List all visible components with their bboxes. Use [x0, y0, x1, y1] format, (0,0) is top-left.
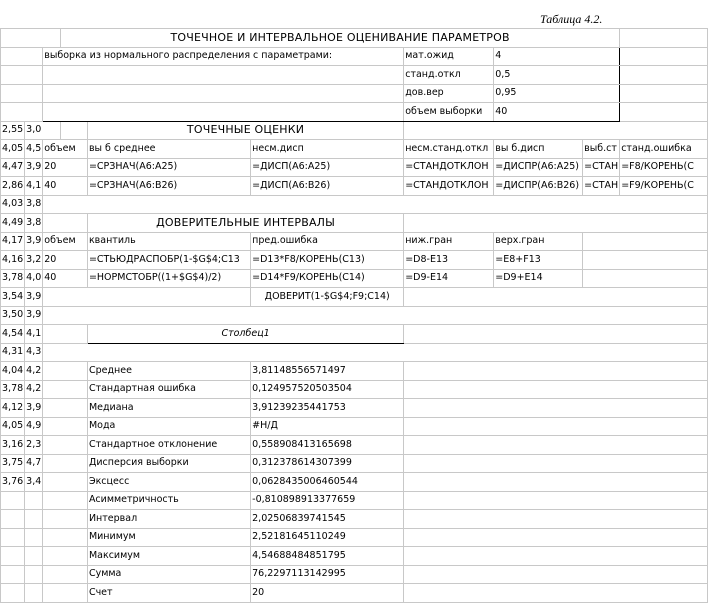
- header-cell[interactable]: станд.ошибка: [620, 140, 708, 159]
- header-cell[interactable]: квантиль: [87, 232, 250, 251]
- col-b-cell[interactable]: 4,2: [25, 380, 43, 399]
- col-b-cell[interactable]: 2,3: [25, 436, 43, 455]
- empty-cell[interactable]: [620, 29, 708, 48]
- col-a-cell[interactable]: 4,49: [1, 214, 25, 233]
- col-a-cell[interactable]: 3,50: [1, 306, 25, 325]
- empty-cell[interactable]: [43, 362, 88, 381]
- empty-cell[interactable]: [404, 121, 708, 140]
- sheet-row: [1, 380, 708, 399]
- empty-cell[interactable]: [43, 547, 88, 566]
- empty-cell[interactable]: [43, 288, 251, 307]
- sheet-row: [1, 399, 708, 418]
- col-b-cell[interactable]: 3,8: [25, 195, 43, 214]
- sheet-row: [1, 454, 708, 473]
- stat-value[interactable]: 0,124957520503504: [251, 380, 404, 399]
- spreadsheet-grid: [0, 28, 708, 603]
- sheet-row: [1, 510, 708, 529]
- formula-cell[interactable]: =D14*F9/КОРЕНЬ(C14): [251, 269, 404, 288]
- col-a-cell[interactable]: 2,86: [1, 177, 25, 196]
- stat-value[interactable]: 2,52181645110249: [251, 528, 404, 547]
- stat-value[interactable]: 3,81148556571497: [251, 362, 404, 381]
- formula-cell[interactable]: =СРЗНАЧ(A6:A25): [87, 158, 250, 177]
- stat-label[interactable]: Стандартная ошибка: [87, 380, 250, 399]
- empty-cell[interactable]: [404, 288, 708, 307]
- empty-cell[interactable]: [43, 214, 88, 233]
- empty-cell[interactable]: [404, 362, 708, 381]
- stat-value[interactable]: 2,02506839741545: [251, 510, 404, 529]
- empty-cell[interactable]: [583, 232, 708, 251]
- col-b-cell[interactable]: 4,3: [25, 343, 43, 362]
- col-a-cell[interactable]: 4,16: [1, 251, 25, 270]
- col-b-cell[interactable]: 4,7: [25, 454, 43, 473]
- col-b-cell[interactable]: 3,9: [25, 232, 43, 251]
- col-a-cell[interactable]: 3,75: [1, 454, 25, 473]
- empty-cell[interactable]: [43, 84, 404, 103]
- stat-value[interactable]: 0,312378614307399: [251, 454, 404, 473]
- sheet-row: [1, 232, 708, 251]
- empty-cell[interactable]: [1, 29, 61, 48]
- col-a-cell[interactable]: 4,54: [1, 325, 25, 344]
- col-a-cell[interactable]: 4,12: [1, 399, 25, 418]
- col-b-cell[interactable]: 3,9: [25, 399, 43, 418]
- empty-cell[interactable]: [25, 510, 43, 529]
- formula-cell[interactable]: =СТАНДОТКЛОН: [404, 177, 494, 196]
- col-a-cell[interactable]: 4,31: [1, 343, 25, 362]
- col-a-cell[interactable]: 4,05: [1, 140, 25, 159]
- col-a-cell[interactable]: 4,04: [1, 362, 25, 381]
- point-title[interactable]: ТОЧЕЧНЫЕ ОЦЕНКИ: [87, 121, 403, 140]
- formula-cell[interactable]: =E8+F13: [494, 251, 583, 270]
- param-label[interactable]: дов.вер: [404, 84, 494, 103]
- col-a-cell[interactable]: 4,05: [1, 417, 25, 436]
- param-value[interactable]: 4: [494, 47, 620, 66]
- stat-label[interactable]: Стандартное отклонение: [87, 436, 250, 455]
- empty-cell[interactable]: [25, 565, 43, 584]
- sheet-row: [1, 362, 708, 381]
- col-a-cell[interactable]: 3,76: [1, 473, 25, 492]
- empty-cell[interactable]: [1, 528, 25, 547]
- empty-cell[interactable]: [43, 528, 88, 547]
- formula-cell[interactable]: =D9+E14: [494, 269, 583, 288]
- empty-cell[interactable]: [1, 103, 43, 122]
- sheet-row: [1, 343, 708, 362]
- empty-cell[interactable]: [1, 491, 25, 510]
- stat-value[interactable]: 3,91239235441753: [251, 399, 404, 418]
- sheet-row: [1, 251, 708, 270]
- empty-cell[interactable]: [620, 103, 708, 122]
- formula-cell[interactable]: =D8-E13: [404, 251, 494, 270]
- empty-cell[interactable]: [404, 473, 708, 492]
- col-b-cell[interactable]: 4,1: [25, 325, 43, 344]
- formula-cell[interactable]: =НОРМСТОБР((1+$G$4)/2): [87, 269, 250, 288]
- sheet-row: [1, 66, 708, 85]
- stat-label[interactable]: Сумма: [87, 565, 250, 584]
- empty-cell[interactable]: [25, 547, 43, 566]
- col-b-cell[interactable]: 3,0: [25, 121, 61, 140]
- main-title[interactable]: ТОЧЕЧНОЕ И ИНТЕРВАЛЬНОЕ ОЦЕНИВАНИЕ ПАРАМЕТРОВ: [61, 29, 620, 48]
- empty-cell[interactable]: [404, 454, 708, 473]
- empty-cell[interactable]: [61, 121, 88, 140]
- col-a-cell[interactable]: 4,17: [1, 232, 25, 251]
- param-label[interactable]: станд.откл: [404, 66, 494, 85]
- sheet-row: [1, 565, 708, 584]
- ci-title[interactable]: ДОВЕРИТЕЛЬНЫЕ ИНТЕРВАЛЫ: [87, 214, 403, 233]
- stat-value[interactable]: 20: [251, 584, 404, 603]
- empty-cell[interactable]: [404, 380, 708, 399]
- empty-cell[interactable]: [1, 510, 25, 529]
- empty-cell[interactable]: [404, 491, 708, 510]
- empty-cell[interactable]: [404, 584, 708, 603]
- sheet-row: [1, 584, 708, 603]
- header-cell[interactable]: выб.ст: [583, 140, 620, 159]
- col-b-cell[interactable]: 3,8: [25, 214, 43, 233]
- empty-cell[interactable]: [43, 66, 404, 85]
- formula-cell[interactable]: =D9-E14: [404, 269, 494, 288]
- empty-cell[interactable]: [404, 436, 708, 455]
- empty-cell[interactable]: [43, 565, 88, 584]
- col-a-cell[interactable]: 4,03: [1, 195, 25, 214]
- stat-value[interactable]: #Н/Д: [251, 417, 404, 436]
- sheet-row: [1, 288, 708, 307]
- param-label[interactable]: мат.ожид: [404, 47, 494, 66]
- header-cell[interactable]: вы б.дисп: [494, 140, 583, 159]
- formula-cell[interactable]: =СРЗНАЧ(A6:B26): [87, 177, 250, 196]
- empty-cell[interactable]: [404, 399, 708, 418]
- empty-cell[interactable]: [43, 417, 88, 436]
- col-a-cell[interactable]: 4,47: [1, 158, 25, 177]
- stat-label[interactable]: Счет: [87, 584, 250, 603]
- param-value[interactable]: 0,5: [494, 66, 620, 85]
- stat-label[interactable]: Асимметричность: [87, 491, 250, 510]
- empty-cell[interactable]: [43, 195, 708, 214]
- col-b-cell[interactable]: 3,2: [25, 251, 43, 270]
- sheet-row: [1, 195, 708, 214]
- col-b-cell[interactable]: 3,9: [25, 288, 43, 307]
- formula-cell[interactable]: =СТЬЮДРАСПОБР(1-$G$4;C13: [87, 251, 250, 270]
- stat-label[interactable]: Среднее: [87, 362, 250, 381]
- empty-cell[interactable]: [620, 47, 708, 66]
- empty-cell[interactable]: [583, 269, 708, 288]
- sheet-row: [1, 528, 708, 547]
- empty-cell[interactable]: [1, 584, 25, 603]
- header-cell[interactable]: ниж.гран: [404, 232, 494, 251]
- stat-value[interactable]: 4,54688484851795: [251, 547, 404, 566]
- col-b-cell[interactable]: 3,9: [25, 158, 43, 177]
- empty-cell[interactable]: [43, 343, 708, 362]
- col-b-cell[interactable]: 4,0: [25, 269, 43, 288]
- sheet-row: [1, 473, 708, 492]
- stat-label[interactable]: Интервал: [87, 510, 250, 529]
- formula-cell[interactable]: =СТАН: [583, 158, 620, 177]
- stat-label[interactable]: Минимум: [87, 528, 250, 547]
- empty-cell[interactable]: [620, 66, 708, 85]
- empty-cell[interactable]: [43, 306, 708, 325]
- table-caption: Таблица 4.2.: [540, 12, 603, 26]
- empty-cell[interactable]: [404, 528, 708, 547]
- header-cell[interactable]: объем: [43, 140, 88, 159]
- col-b-cell[interactable]: 3,4: [25, 473, 43, 492]
- empty-cell[interactable]: [43, 491, 88, 510]
- col-b-cell[interactable]: 3,9: [25, 306, 43, 325]
- formula-cell[interactable]: =ДИСП(A6:B26): [251, 177, 404, 196]
- formula-cell[interactable]: =ДИСПР(A6:A25): [494, 158, 583, 177]
- col-a-cell[interactable]: 3,78: [1, 269, 25, 288]
- empty-cell[interactable]: [1, 66, 43, 85]
- col-a-cell[interactable]: 2,55: [1, 121, 25, 140]
- empty-cell[interactable]: [25, 528, 43, 547]
- formula-cell[interactable]: =F8/КОРЕНЬ(С: [620, 158, 708, 177]
- sheet-row: [1, 306, 708, 325]
- empty-cell[interactable]: [1, 547, 25, 566]
- sheet-row: [1, 140, 708, 159]
- col-b-cell[interactable]: 4,1: [25, 177, 43, 196]
- empty-cell[interactable]: [43, 510, 88, 529]
- empty-cell[interactable]: [43, 325, 88, 344]
- header-cell[interactable]: объем: [43, 232, 88, 251]
- stat-label[interactable]: Дисперсия выборки: [87, 454, 250, 473]
- param-value[interactable]: 40: [494, 103, 620, 122]
- sheet-row: [1, 491, 708, 510]
- sheet-row: [1, 325, 708, 344]
- empty-cell[interactable]: [43, 473, 88, 492]
- col-b-cell[interactable]: 4,9: [25, 417, 43, 436]
- sheet-row: [1, 269, 708, 288]
- formula-cell[interactable]: =D13*F8/КОРЕНЬ(C13): [251, 251, 404, 270]
- header-cell[interactable]: несм.станд.откл: [404, 140, 494, 159]
- empty-cell[interactable]: [43, 584, 88, 603]
- stat-label[interactable]: Максимум: [87, 547, 250, 566]
- empty-cell[interactable]: [620, 84, 708, 103]
- sheet-row: [1, 103, 708, 122]
- empty-cell[interactable]: [43, 399, 88, 418]
- formula-cell[interactable]: =F9/КОРЕНЬ(С: [620, 177, 708, 196]
- formula-cell[interactable]: =СТАНДОТКЛОН: [404, 158, 494, 177]
- col-a-cell[interactable]: 3,54: [1, 288, 25, 307]
- formula-cell[interactable]: ДОВЕРИТ(1-$G$4;F9;C14): [251, 288, 404, 307]
- sheet-row: [1, 84, 708, 103]
- formula-cell[interactable]: =ДИСП(A6:A25): [251, 158, 404, 177]
- empty-cell[interactable]: [1, 565, 25, 584]
- header-cell[interactable]: несм.дисп: [251, 140, 404, 159]
- param-value[interactable]: 0,95: [494, 84, 620, 103]
- formula-cell[interactable]: =ДИСПР(A6:B26): [494, 177, 583, 196]
- empty-cell[interactable]: [1, 47, 43, 66]
- sheet-row: [1, 436, 708, 455]
- empty-cell[interactable]: [404, 565, 708, 584]
- stat-value[interactable]: -0,810898913377659: [251, 491, 404, 510]
- header-cell[interactable]: пред.ошибка: [251, 232, 404, 251]
- sheet-row: [1, 29, 708, 48]
- col-a-cell[interactable]: 3,16: [1, 436, 25, 455]
- empty-cell[interactable]: [583, 251, 708, 270]
- empty-cell[interactable]: [43, 380, 88, 399]
- empty-cell[interactable]: [404, 325, 708, 344]
- stats-title[interactable]: Столбец1: [87, 325, 403, 344]
- col-b-cell[interactable]: 4,5: [25, 140, 43, 159]
- sheet-row: [1, 177, 708, 196]
- col-b-cell[interactable]: 4,2: [25, 362, 43, 381]
- sheet-row: [1, 47, 708, 66]
- empty-cell[interactable]: [404, 510, 708, 529]
- formula-cell[interactable]: 20: [43, 158, 88, 177]
- sheet-row: [1, 547, 708, 566]
- stat-label[interactable]: Эксцесс: [87, 473, 250, 492]
- sheet-row: [1, 121, 708, 140]
- stat-value[interactable]: 76,2297113142995: [251, 565, 404, 584]
- formula-cell[interactable]: 20: [43, 251, 88, 270]
- sheet-row: [1, 214, 708, 233]
- sheet-row: [1, 158, 708, 177]
- empty-cell[interactable]: [43, 103, 404, 122]
- params-description[interactable]: выборка из нормального распределения с параметрами:: [43, 47, 404, 66]
- empty-cell[interactable]: [1, 84, 43, 103]
- header-cell[interactable]: верх.гран: [494, 232, 583, 251]
- empty-cell[interactable]: [404, 547, 708, 566]
- empty-cell[interactable]: [404, 214, 708, 233]
- empty-cell[interactable]: [43, 436, 88, 455]
- stat-label[interactable]: Медиана: [87, 399, 250, 418]
- formula-cell[interactable]: 40: [43, 177, 88, 196]
- sheet-row: [1, 417, 708, 436]
- formula-cell[interactable]: =СТАН: [583, 177, 620, 196]
- col-a-cell[interactable]: 3,78: [1, 380, 25, 399]
- param-label[interactable]: объем выборки: [404, 103, 494, 122]
- empty-cell[interactable]: [43, 454, 88, 473]
- header-cell[interactable]: вы б среднее: [87, 140, 250, 159]
- stat-value[interactable]: 0,558908413165698: [251, 436, 404, 455]
- empty-cell[interactable]: [25, 491, 43, 510]
- stat-label[interactable]: Мода: [87, 417, 250, 436]
- stat-value[interactable]: 0,0628435006460544: [251, 473, 404, 492]
- empty-cell[interactable]: [25, 584, 43, 603]
- empty-cell[interactable]: [404, 417, 708, 436]
- formula-cell[interactable]: 40: [43, 269, 88, 288]
